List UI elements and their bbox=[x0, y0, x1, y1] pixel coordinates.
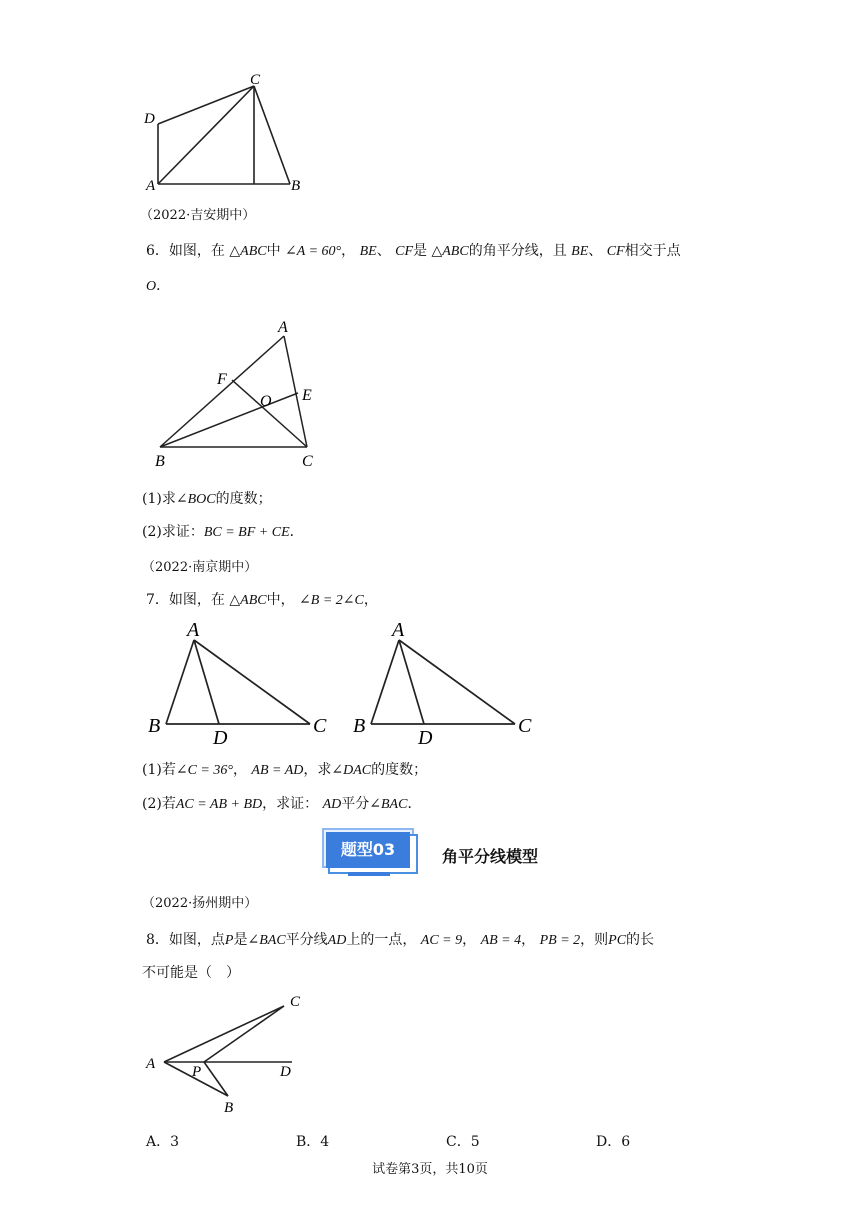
seg-ac bbox=[158, 86, 254, 184]
q6-stem: 6．如图，在 △ABC中 ∠A = 60°， BE、 CF是 △ABC的角平分线，且 BE、 CF相交于点 bbox=[146, 243, 681, 259]
seg-cb bbox=[254, 86, 290, 184]
q7-part2: (2)若AC = AB + BD，求证： AD平分∠BAC． bbox=[142, 796, 422, 812]
label-b: B bbox=[148, 715, 161, 737]
label-p: P bbox=[192, 1064, 202, 1080]
q7-part1: (1)若∠C = 36°， AB = AD，求∠DAC的度数； bbox=[142, 762, 428, 778]
figure-q7-left bbox=[145, 616, 335, 748]
label-c: C bbox=[302, 453, 313, 470]
label-c: C bbox=[313, 715, 327, 737]
option-a[interactable]: A．3 bbox=[146, 1134, 180, 1150]
label-d: D bbox=[418, 727, 433, 748]
section-badge-label: 题型03 bbox=[326, 832, 410, 868]
label-c: C bbox=[250, 72, 261, 88]
label-b: B bbox=[291, 178, 301, 194]
seg-dc bbox=[158, 86, 254, 124]
label-a: A bbox=[146, 1056, 156, 1072]
label-a: A bbox=[187, 619, 200, 641]
source-tag: （2022·扬州期中） bbox=[142, 896, 258, 911]
source-tag: （2022·南京期中） bbox=[142, 560, 258, 575]
label-d: D bbox=[213, 727, 228, 748]
label-b: B bbox=[155, 453, 165, 470]
q6-part2: (2)求证：BC = BF + CE． bbox=[142, 524, 304, 540]
section-badge bbox=[322, 828, 422, 876]
figure-q6-triangle bbox=[150, 316, 330, 474]
q7-stem: 7．如图，在 △ABC中， ∠B = 2∠C， bbox=[146, 592, 378, 608]
label-a: A bbox=[278, 319, 288, 336]
q8-stem-line2: 不可能是（ ） bbox=[142, 965, 240, 981]
label-b: B bbox=[224, 1100, 234, 1116]
q6-stem-line2: O． bbox=[146, 278, 171, 294]
label-o: O bbox=[260, 393, 272, 410]
label-f: F bbox=[217, 371, 227, 388]
q8-number: 8． bbox=[146, 932, 169, 948]
q6-part1: (1)求∠BOC的度数； bbox=[142, 491, 272, 507]
q7-number: 7． bbox=[146, 592, 169, 608]
label-e: E bbox=[302, 387, 312, 404]
label-c: C bbox=[290, 994, 301, 1010]
option-d[interactable]: D．6 bbox=[596, 1134, 631, 1150]
label-a: A bbox=[392, 619, 405, 641]
source-tag: （2022·吉安期中） bbox=[140, 208, 256, 223]
option-b[interactable]: B．4 bbox=[296, 1134, 330, 1150]
q8-stem: 8．如图，点P是∠BAC平分线AD上的一点， AC = 9， AB = 4， PB = 2，则PC的长 bbox=[146, 932, 655, 948]
option-c[interactable]: C．5 bbox=[446, 1134, 480, 1150]
figure-quadrilateral bbox=[140, 66, 320, 198]
figure-q7-right bbox=[350, 616, 540, 748]
q6-number: 6． bbox=[146, 243, 169, 259]
label-c: C bbox=[518, 715, 532, 737]
label-a: A bbox=[146, 178, 156, 194]
page-footer: 试卷第3页，共10页 bbox=[372, 1162, 488, 1177]
figure-q8 bbox=[140, 990, 320, 1118]
label-d: D bbox=[280, 1064, 291, 1080]
label-d: D bbox=[144, 111, 155, 127]
section-title: 角平分线模型 bbox=[442, 847, 539, 866]
label-b: B bbox=[353, 715, 366, 737]
